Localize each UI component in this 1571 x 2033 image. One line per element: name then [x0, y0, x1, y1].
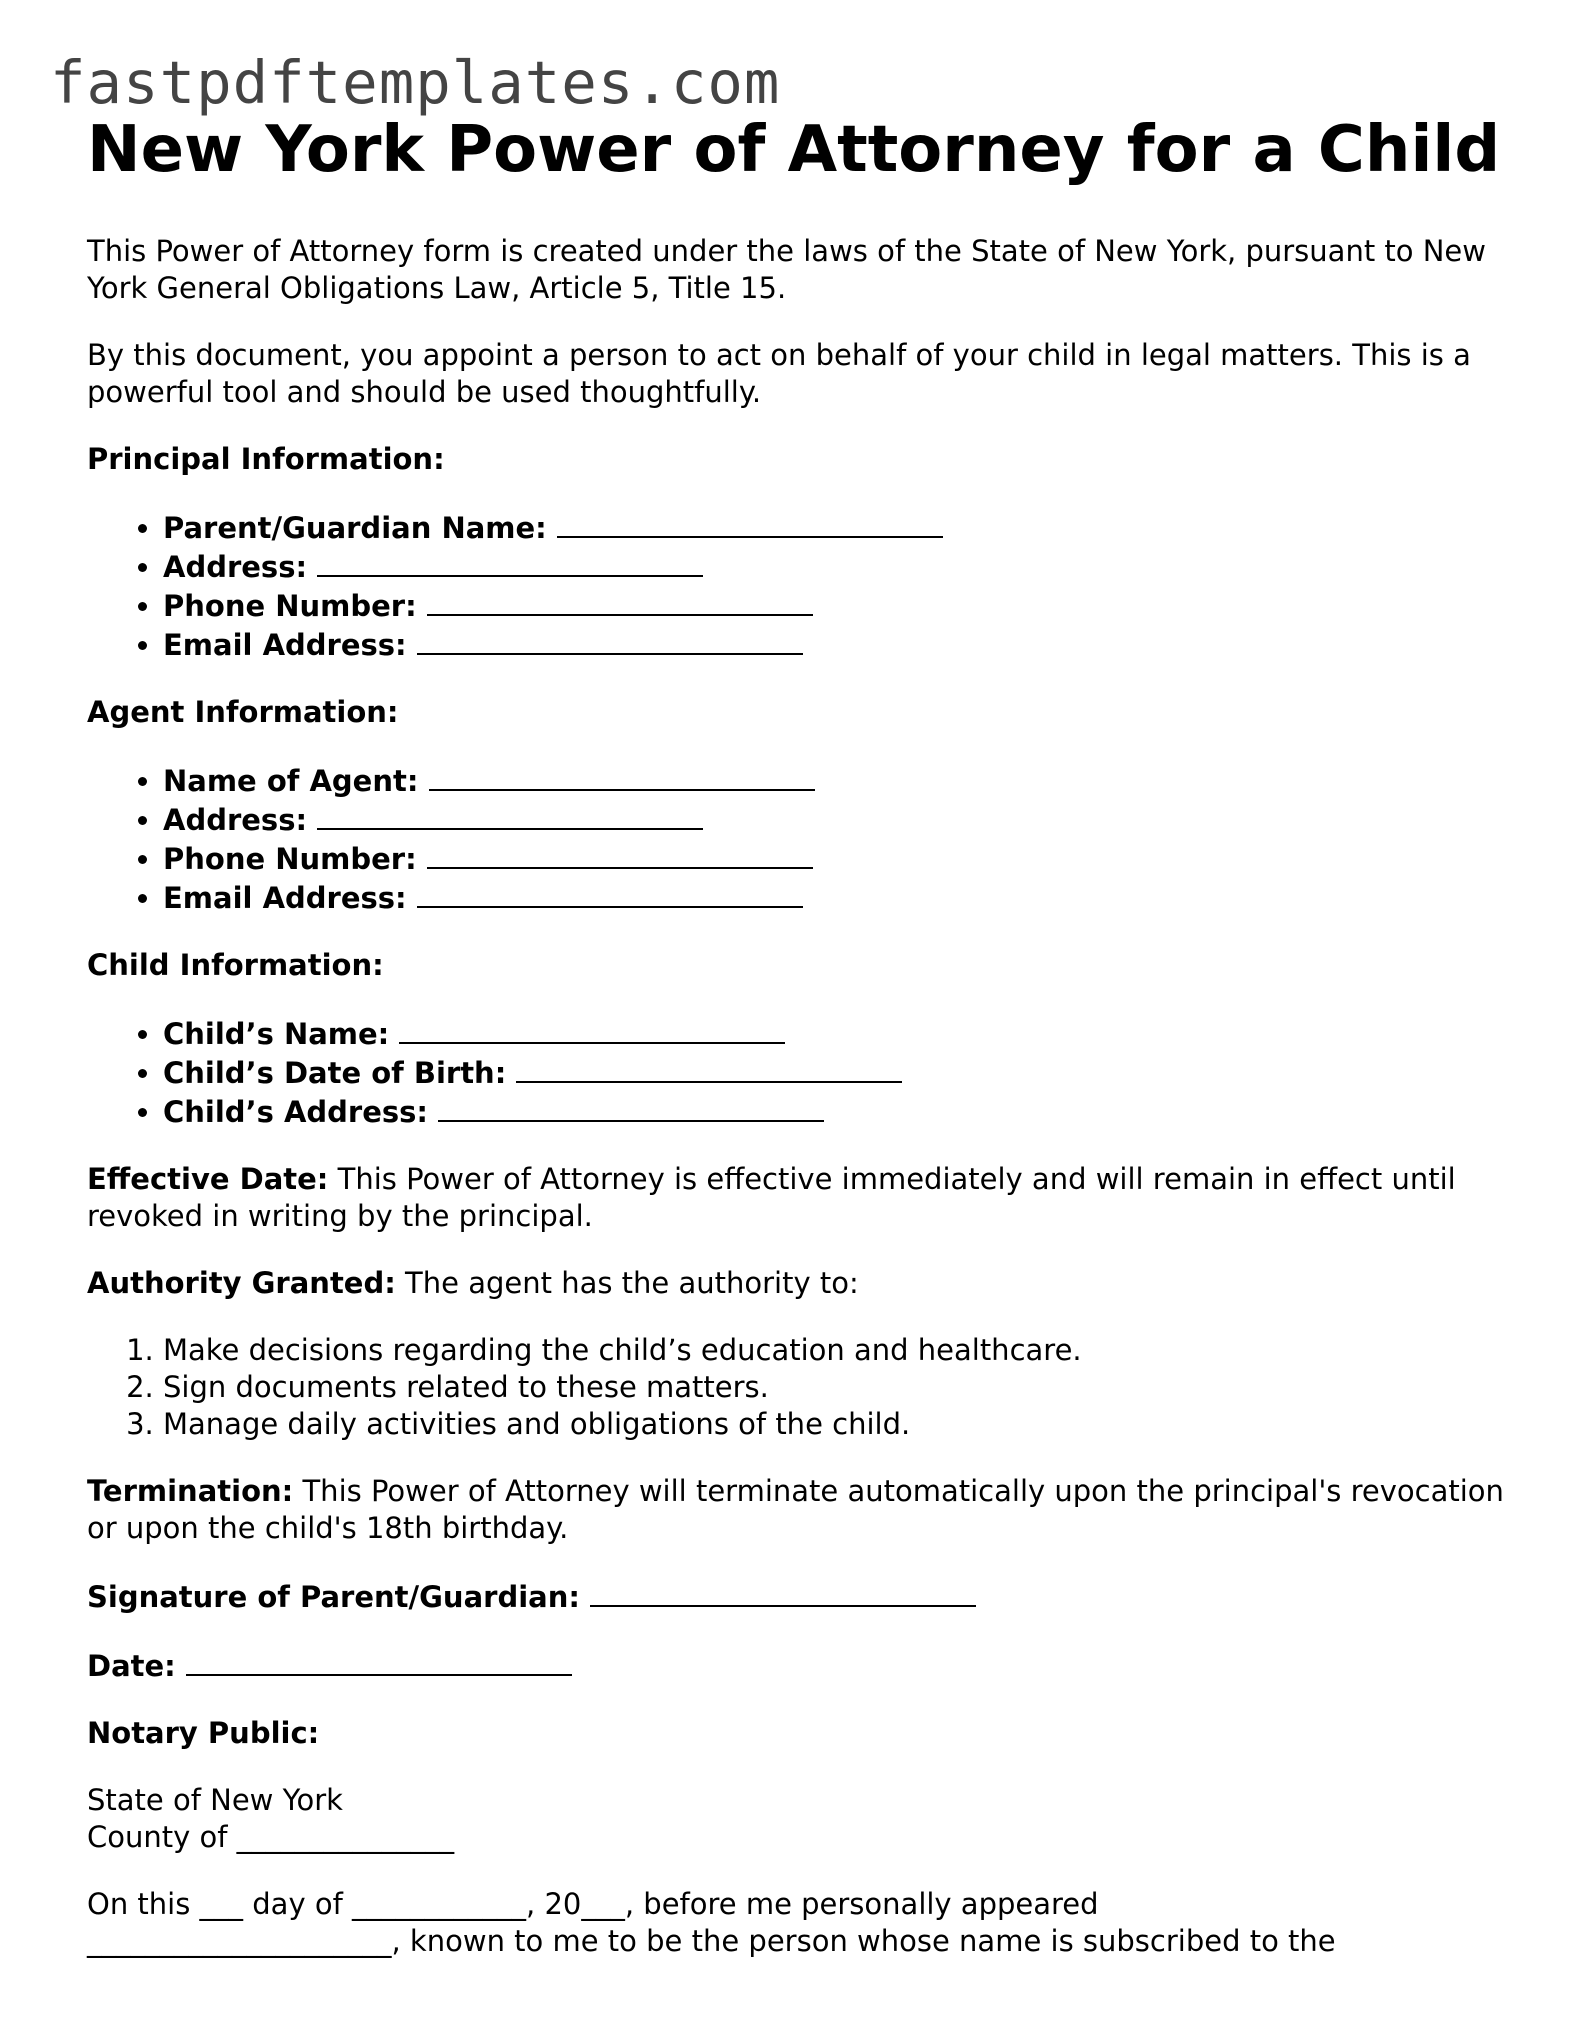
agent-fields: [87, 761, 1507, 917]
authority-label: Authority Granted:: [87, 1266, 396, 1300]
agent-phone-blank[interactable]: [427, 839, 813, 869]
signature-blank[interactable]: [590, 1577, 976, 1607]
principal-name-blank[interactable]: [557, 508, 943, 538]
child-dob-blank[interactable]: [516, 1053, 902, 1083]
child-heading: Child Information:: [87, 948, 384, 982]
effective-date-label: Effective Date:: [87, 1162, 329, 1196]
child-name-blank[interactable]: [399, 1014, 785, 1044]
date-label: Date:: [87, 1649, 176, 1683]
watermark: fastpdftemplates.com: [50, 48, 781, 117]
principal-heading: Principal Information:: [87, 442, 445, 476]
notary-line-2: _____________________, known to me to be the person whose name is subscribed to the: [87, 1924, 1336, 1958]
date-line: [87, 1646, 1507, 1685]
agent-email-field: • Email Address:: [163, 878, 1507, 917]
child-address-blank[interactable]: [438, 1092, 824, 1122]
termination-label: Termination:: [87, 1474, 294, 1508]
termination-paragraph: [87, 1473, 1507, 1547]
termination-text: This Power of Attorney will terminate automatically upon the principal's revocation or upon the child's 18th birthday.: [87, 1474, 1504, 1545]
notary-county: County of _______________: [87, 1820, 455, 1854]
child-dob-field: • Child’s Date of Birth:: [163, 1053, 1507, 1092]
principal-address-blank[interactable]: [317, 547, 703, 577]
child-address-field: • Child’s Address:: [163, 1092, 1507, 1131]
agent-phone-field: • Phone Number:: [163, 839, 1507, 878]
agent-email-blank[interactable]: [417, 878, 803, 908]
notary-state: State of New York: [87, 1783, 343, 1817]
document-body: [87, 112, 1507, 1990]
authority-item: 1. Make decisions regarding the child’s education and healthcare.: [163, 1332, 1507, 1369]
notary-venue: [87, 1782, 1507, 1856]
authority-item: 2. Sign documents related to these matters.: [163, 1369, 1507, 1406]
notary-acknowledgment: [87, 1886, 1507, 1960]
principal-address-field: • Address:: [163, 547, 1507, 586]
principal-fields: [87, 508, 1507, 664]
principal-phone-field: • Phone Number:: [163, 586, 1507, 625]
authority-text: The agent has the authority to:: [395, 1266, 859, 1300]
principal-phone-blank[interactable]: [427, 586, 813, 616]
child-fields: [87, 1014, 1507, 1131]
notary-heading: Notary Public:: [87, 1716, 320, 1750]
agent-name-field: • Name of Agent:: [163, 761, 1507, 800]
agent-heading: Agent Information:: [87, 695, 399, 729]
notary-line-1: On this ___ day of ____________, 20___, before me personally appeared: [87, 1887, 1099, 1921]
effective-date-paragraph: [87, 1161, 1507, 1235]
agent-address-blank[interactable]: [317, 800, 703, 830]
principal-email-blank[interactable]: [417, 625, 803, 655]
agent-address-field: • Address:: [163, 800, 1507, 839]
child-name-field: • Child’s Name:: [163, 1014, 1507, 1053]
agent-name-blank[interactable]: [429, 761, 815, 791]
principal-name-field: • Parent/Guardian Name:: [163, 508, 1507, 547]
document-title: New York Power of Attorney for a Child: [87, 113, 1501, 187]
intro-paragraph-1: This Power of Attorney form is created under the laws of the State of New York, pursuant to New York General Obligations Law, Article 5, Title 15.: [87, 234, 1486, 305]
date-blank[interactable]: [186, 1646, 572, 1676]
signature-line: [87, 1577, 1507, 1616]
signature-label: Signature of Parent/Guardian:: [87, 1580, 580, 1614]
principal-email-field: • Email Address:: [163, 625, 1507, 664]
authority-item: 3. Manage daily activities and obligations of the child.: [163, 1406, 1507, 1443]
authority-list: [87, 1332, 1507, 1443]
effective-date-text: This Power of Attorney is effective immediately and will remain in effect until revoked in writing by the principal.: [87, 1162, 1456, 1233]
authority-paragraph: [87, 1265, 1507, 1302]
intro-paragraph-2: By this document, you appoint a person to act on behalf of your child in legal matters. This is a powerful tool and should be used thoughtfully.: [87, 338, 1471, 409]
